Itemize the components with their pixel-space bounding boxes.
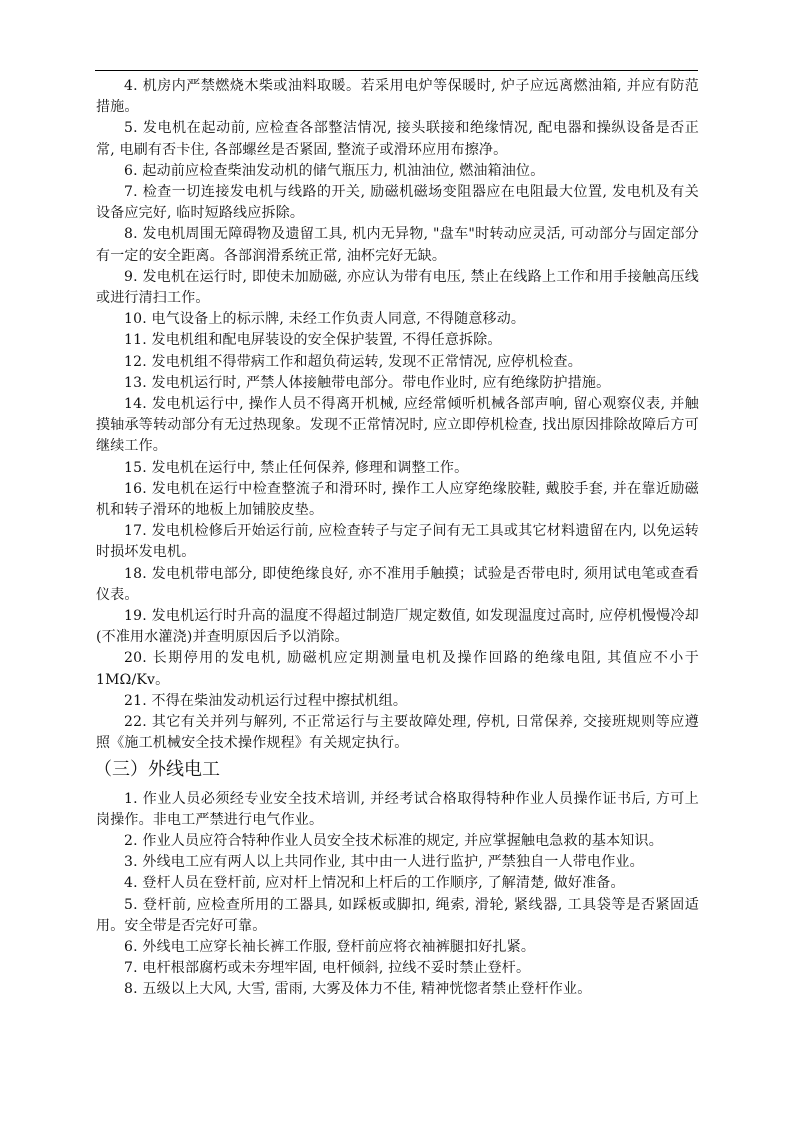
- paragraph-b2: 2. 作业人员应符合特种作业人员安全技术标准的规定, 并应掌握触电急救的基本知识。: [124, 832, 663, 849]
- paragraph-b8: 8. 五级以上大风, 大雪, 雷雨, 大雾及体力不佳, 精神恍惚者禁止登杆作业。: [124, 981, 592, 998]
- paragraph-b7: 7. 电杆根部腐朽或未夯埋牢固, 电杆倾斜, 拉线不妥时禁止登杆。: [124, 960, 531, 977]
- section-heading: （三）外线电工: [94, 758, 220, 780]
- paragraph-b4: 4. 登杆人员在登杆前, 应对杆上情况和上杆后的工作顺序, 了解清楚, 做好准备。: [124, 875, 625, 892]
- paragraph-a10: 10. 电气设备上的标示牌, 未经工作负责人同意, 不得随意移动。: [124, 311, 526, 328]
- paragraph-a11: 11. 发电机组和配电屏装设的安全保护装置, 不得任意拆除。: [124, 332, 502, 349]
- paragraph-a7: 7. 检查一切连接发电机与线路的开关, 励磁机磁场变阻器应在电阻最大位置, 发电机及有关设备应完好, 临时短路线应拆除。: [96, 184, 699, 222]
- paragraph-b1: 1. 作业人员必须经专业安全技术培训, 并经考试合格取得特种作业人员操作证书后, 方可上岗操作。非电工严禁进行电气作业。: [96, 790, 699, 828]
- paragraph-a15: 15. 发电机在运行中, 禁止任何保养, 修理和调整工作。: [124, 459, 469, 476]
- paragraph-a12: 12. 发电机组不得带病工作和超负荷运转, 发现不正常情况, 应停机检查。: [124, 353, 582, 370]
- paragraph-a8: 8. 发电机周围无障碍物及遗留工具, 机内无异物, "盘车"时转动应灵活, 可动部分与固定部分有一定的安全距离。各部润滑系统正常, 油杯完好无缺。: [96, 226, 699, 264]
- paragraph-a19: 19. 发电机运行时升高的温度不得超过制造厂规定数值, 如发现温度过高时, 应停机慢慢冷却(不准用水灌浇)并查明原因后予以消除。: [96, 608, 699, 646]
- paragraph-a17: 17. 发电机检修后开始运行前, 应检查转子与定子间有无工具或其它材料遗留在内, 以免运转时损坏发电机。: [96, 523, 699, 561]
- paragraph-b5: 5. 登杆前, 应检查所用的工器具, 如踩板或脚扣, 绳索, 滑轮, 紧线器, 工具袋等是否紧固适用。安全带是否完好可靠。: [96, 896, 699, 934]
- paragraph-b6: 6. 外线电工应穿长袖长裤工作服, 登杆前应将衣袖裤腿扣好扎紧。: [124, 938, 536, 955]
- paragraph-a5: 5. 发电机在起动前, 应检查各部整洁情况, 接头联接和绝缘情况, 配电器和操纵设备是否正常, 电刷有否卡住, 各部螺丝是否紧固, 整流子或滑环应用布擦净。: [96, 120, 699, 158]
- paragraph-a20: 20. 长期停用的发电机, 励磁机应定期测量电机及操作回路的绝缘电阻, 其值应不小于 1MΩ/Kv。: [96, 650, 699, 688]
- paragraph-a9: 9. 发电机在运行时, 即使未加励磁, 亦应认为带有电压, 禁止在线路上工作和用手接触高压线或进行清扫工作。: [96, 268, 699, 307]
- paragraph-a6: 6. 起动前应检查柴油发动机的储气瓶压力, 机油油位, 燃油箱油位。: [124, 162, 545, 179]
- document-body: [96, 76, 699, 1001]
- paragraph-a4: 4. 机房内严禁燃烧木柴或油料取暖。若采用电炉等保暖时, 炉子应远离燃油箱, 并应有防范措施。: [96, 78, 699, 116]
- paragraph-a13: 13. 发电机运行时, 严禁人体接触带电部分。带电作业时, 应有绝缘防护措施。: [124, 374, 611, 391]
- paragraph-a16: 16. 发电机在运行中检查整流子和滑环时, 操作工人应穿绝缘胶鞋, 戴胶手套, 并在靠近励磁机和转子滑环的地板上加铺胶皮垫。: [96, 480, 699, 519]
- paragraph-a22: 22. 其它有关并列与解列, 不正常运行与主要故障处理, 停机, 日常保养, 交接班规则等应遵照《施工机械安全技术操作规程》有关规定执行。: [96, 714, 699, 752]
- header-rule: [95, 70, 698, 71]
- paragraph-b3: 3. 外线电工应有两人以上共同作业, 其中由一人进行监护, 严禁独自一人带电作业。: [124, 854, 644, 871]
- paragraph-a18: 18. 发电机带电部分, 即使绝缘良好, 亦不准用手触摸；试验是否带电时, 须用试电笔或查看仪表。: [96, 565, 699, 603]
- paragraph-a14: 14. 发电机运行中, 操作人员不得离开机械, 应经常倾听机械各部声响, 留心观察仪表, 并触摸轴承等转动部分有无过热现象。发现不正常情况时, 应立即停机检查, 找出原因排除故障后方可继续工作。: [96, 396, 699, 455]
- paragraph-a21: 21. 不得在柴油发动机运行过程中擦拭机组。: [124, 692, 408, 709]
